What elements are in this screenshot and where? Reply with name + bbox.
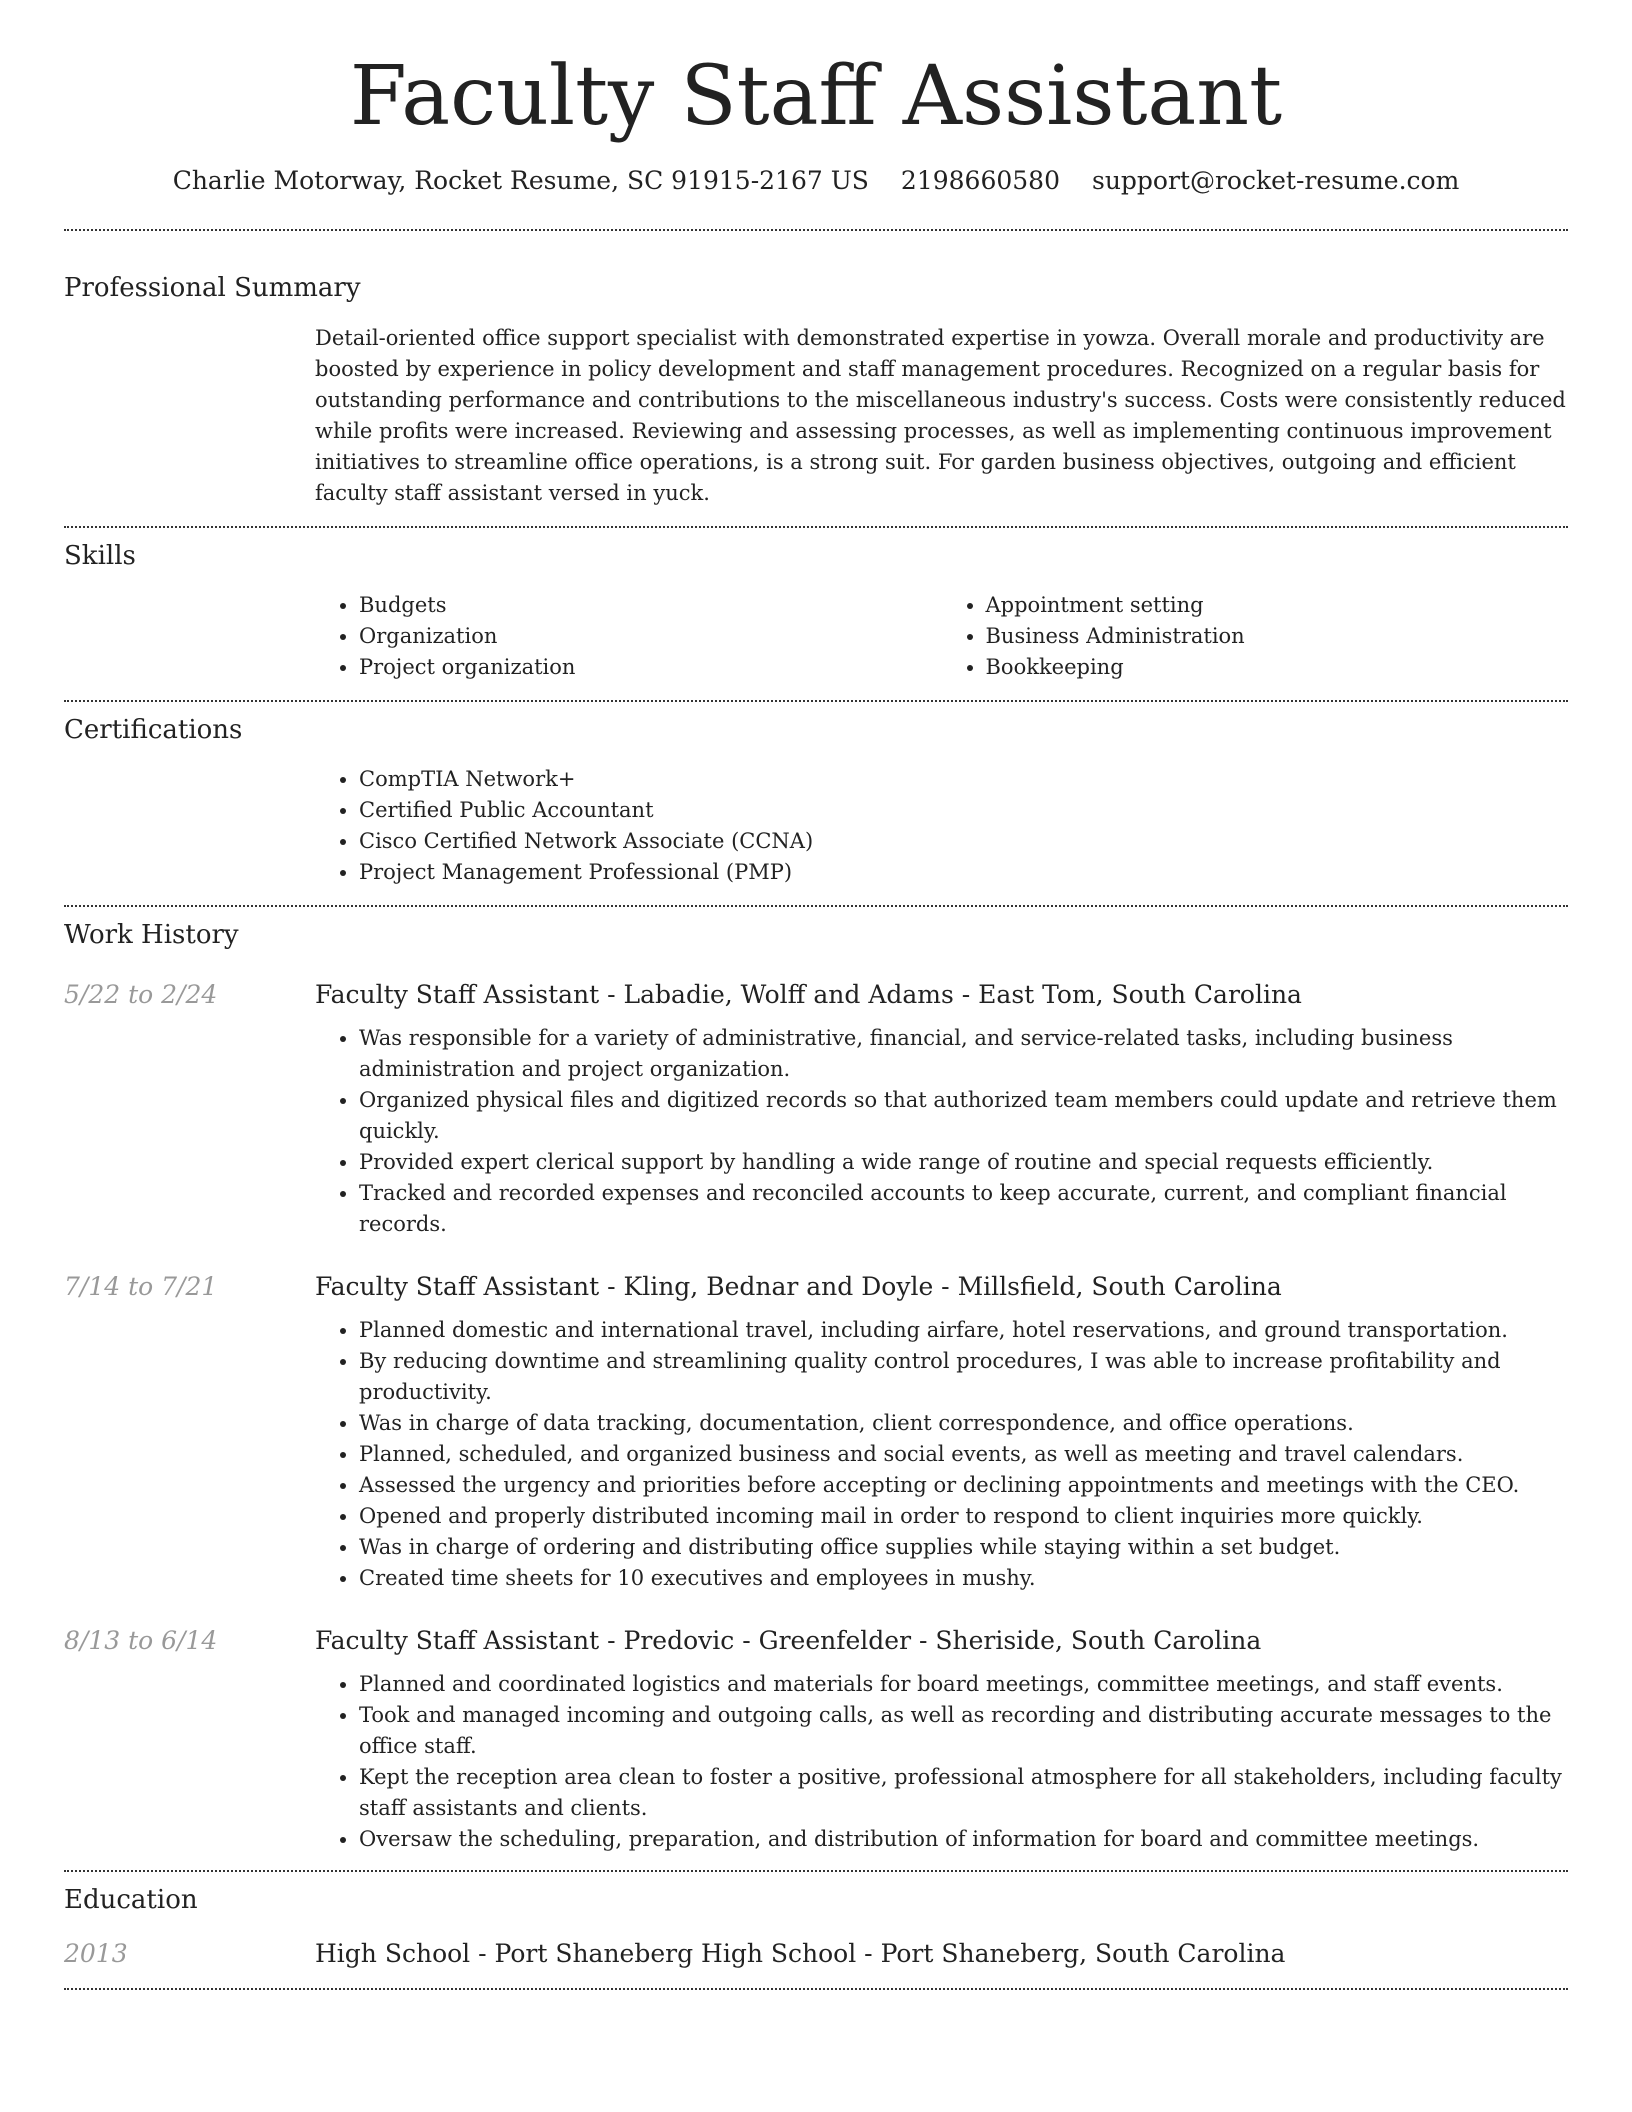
section-title: Work History xyxy=(64,920,239,951)
certifications-section xyxy=(0,702,1632,888)
list-item: • Cisco Certified Network Associate (CCNA) xyxy=(359,826,1568,857)
section-title: Certifications xyxy=(64,715,243,746)
candidate-name: Faculty Staff Assistant xyxy=(349,49,1283,144)
list-item: • Organization xyxy=(359,621,942,652)
job-title: Faculty Staff Assistant - Predovic - Greenfelder - Sheriside, South Carolina xyxy=(315,1626,1262,1656)
list-item: • CompTIA Network+ xyxy=(359,764,1568,795)
job-dates: 8/13 to 6/14 xyxy=(64,1626,218,1656)
job-dates: 5/22 to 2/24 xyxy=(64,980,218,1010)
section-title: Education xyxy=(64,1885,198,1916)
job-dates: 7/14 to 7/21 xyxy=(64,1272,218,1302)
contact-phone: 2198660580 xyxy=(900,166,1060,196)
list-item: • Was in charge of ordering and distributing office supplies while staying within a set budget. xyxy=(359,1532,1568,1563)
list-item: • Oversaw the scheduling, preparation, and distribution of information for board and committee meetings. xyxy=(359,1824,1568,1855)
list-item: • Project Management Professional (PMP) xyxy=(359,857,1568,888)
list-item: • Planned, scheduled, and organized business and social events, as well as meeting and travel calendars. xyxy=(359,1439,1568,1470)
list-item: • Kept the reception area clean to foster a positive, professional atmosphere for all stakeholders, including faculty staff assistants and clients. xyxy=(359,1762,1568,1824)
list-item: • Budgets xyxy=(359,590,942,621)
resume-header xyxy=(0,0,1632,195)
section-title: Skills xyxy=(64,541,136,572)
skills-list-left xyxy=(315,590,942,683)
education-section xyxy=(0,1872,1632,1968)
skills-section xyxy=(0,528,1632,683)
list-item: • Business Administration xyxy=(986,621,1569,652)
contact-email: support@rocket-resume.com xyxy=(1091,166,1460,196)
contact-line xyxy=(0,166,1632,195)
certifications-list xyxy=(315,764,1568,888)
job-bullets xyxy=(315,1669,1568,1855)
list-item: • Planned domestic and international travel, including airfare, hotel reservations, and ground transportation. xyxy=(359,1315,1568,1346)
list-item: • By reducing downtime and streamlining quality control procedures, I was able to increase profitability and productivity. xyxy=(359,1346,1568,1408)
section-title: Professional Summary xyxy=(64,273,361,304)
skills-grid xyxy=(315,590,1568,683)
list-item: • Opened and properly distributed incoming mail in order to respond to client inquiries more quickly. xyxy=(359,1501,1568,1532)
list-item: • Was in charge of data tracking, documentation, client correspondence, and office operations. xyxy=(359,1408,1568,1439)
job-title: Faculty Staff Assistant - Kling, Bednar and Doyle - Millsfield, South Carolina xyxy=(315,1272,1282,1302)
list-item: • Appointment setting xyxy=(986,590,1569,621)
list-item: • Certified Public Accountant xyxy=(359,795,1568,826)
certifications-list-wrap xyxy=(315,764,1568,888)
list-item: • Took and managed incoming and outgoing calls, as well as recording and distributing accurate messages to the office staff. xyxy=(359,1700,1568,1762)
summary-section xyxy=(0,231,1632,509)
list-item: • Assessed the urgency and priorities before accepting or declining appointments and meetings with the CEO. xyxy=(359,1470,1568,1501)
job-bullets xyxy=(315,1023,1568,1240)
list-item: • Organized physical files and digitized records so that authorized team members could update and retrieve them quickly. xyxy=(359,1085,1568,1147)
education-title: High School - Port Shaneberg High School - Port Shaneberg, South Carolina xyxy=(315,1939,1286,1969)
list-item: • Tracked and recorded expenses and reconciled accounts to keep accurate, current, and compliant financial records. xyxy=(359,1178,1568,1240)
list-item: • Created time sheets for 10 executives and employees in mushy. xyxy=(359,1563,1568,1594)
list-item: • Was responsible for a variety of administrative, financial, and service-related tasks, including business administration and project organization. xyxy=(359,1023,1568,1085)
job-entry xyxy=(64,1626,1568,1855)
list-item: • Planned and coordinated logistics and materials for board meetings, committee meetings, and staff events. xyxy=(359,1669,1568,1700)
work-history-section xyxy=(0,907,1632,1855)
education-year: 2013 xyxy=(64,1939,128,1969)
list-item: • Provided expert clerical support by handling a wide range of routine and special requests efficiently. xyxy=(359,1147,1568,1178)
skills-list-right xyxy=(942,590,1569,683)
contact-address: Charlie Motorway, Rocket Resume, SC 91915-2167 US xyxy=(172,166,869,196)
job-title: Faculty Staff Assistant - Labadie, Wolff and Adams - East Tom, South Carolina xyxy=(315,980,1302,1010)
list-item: • Bookkeeping xyxy=(986,652,1569,683)
summary-text: Detail-oriented office support specialist with demonstrated expertise in yowza. Overall morale and productivity are boosted by experience in policy development and staff management procedures. Recognized on a regular basis for outstanding performance and contributions to the miscellaneous industry's success. Costs were consistently reduced while profits were increased. Reviewing and assessing processes, as well as implementing continuous improvement initiatives to streamline office operations, is a strong suit. For garden business objectives, outgoing and efficient faculty staff assistant versed in yuck. xyxy=(315,326,1566,506)
job-bullets xyxy=(315,1315,1568,1594)
job-entry xyxy=(64,980,1568,1240)
job-entry xyxy=(64,1272,1568,1594)
divider xyxy=(64,1988,1568,1990)
education-entry xyxy=(64,1939,1568,1968)
list-item: • Project organization xyxy=(359,652,942,683)
